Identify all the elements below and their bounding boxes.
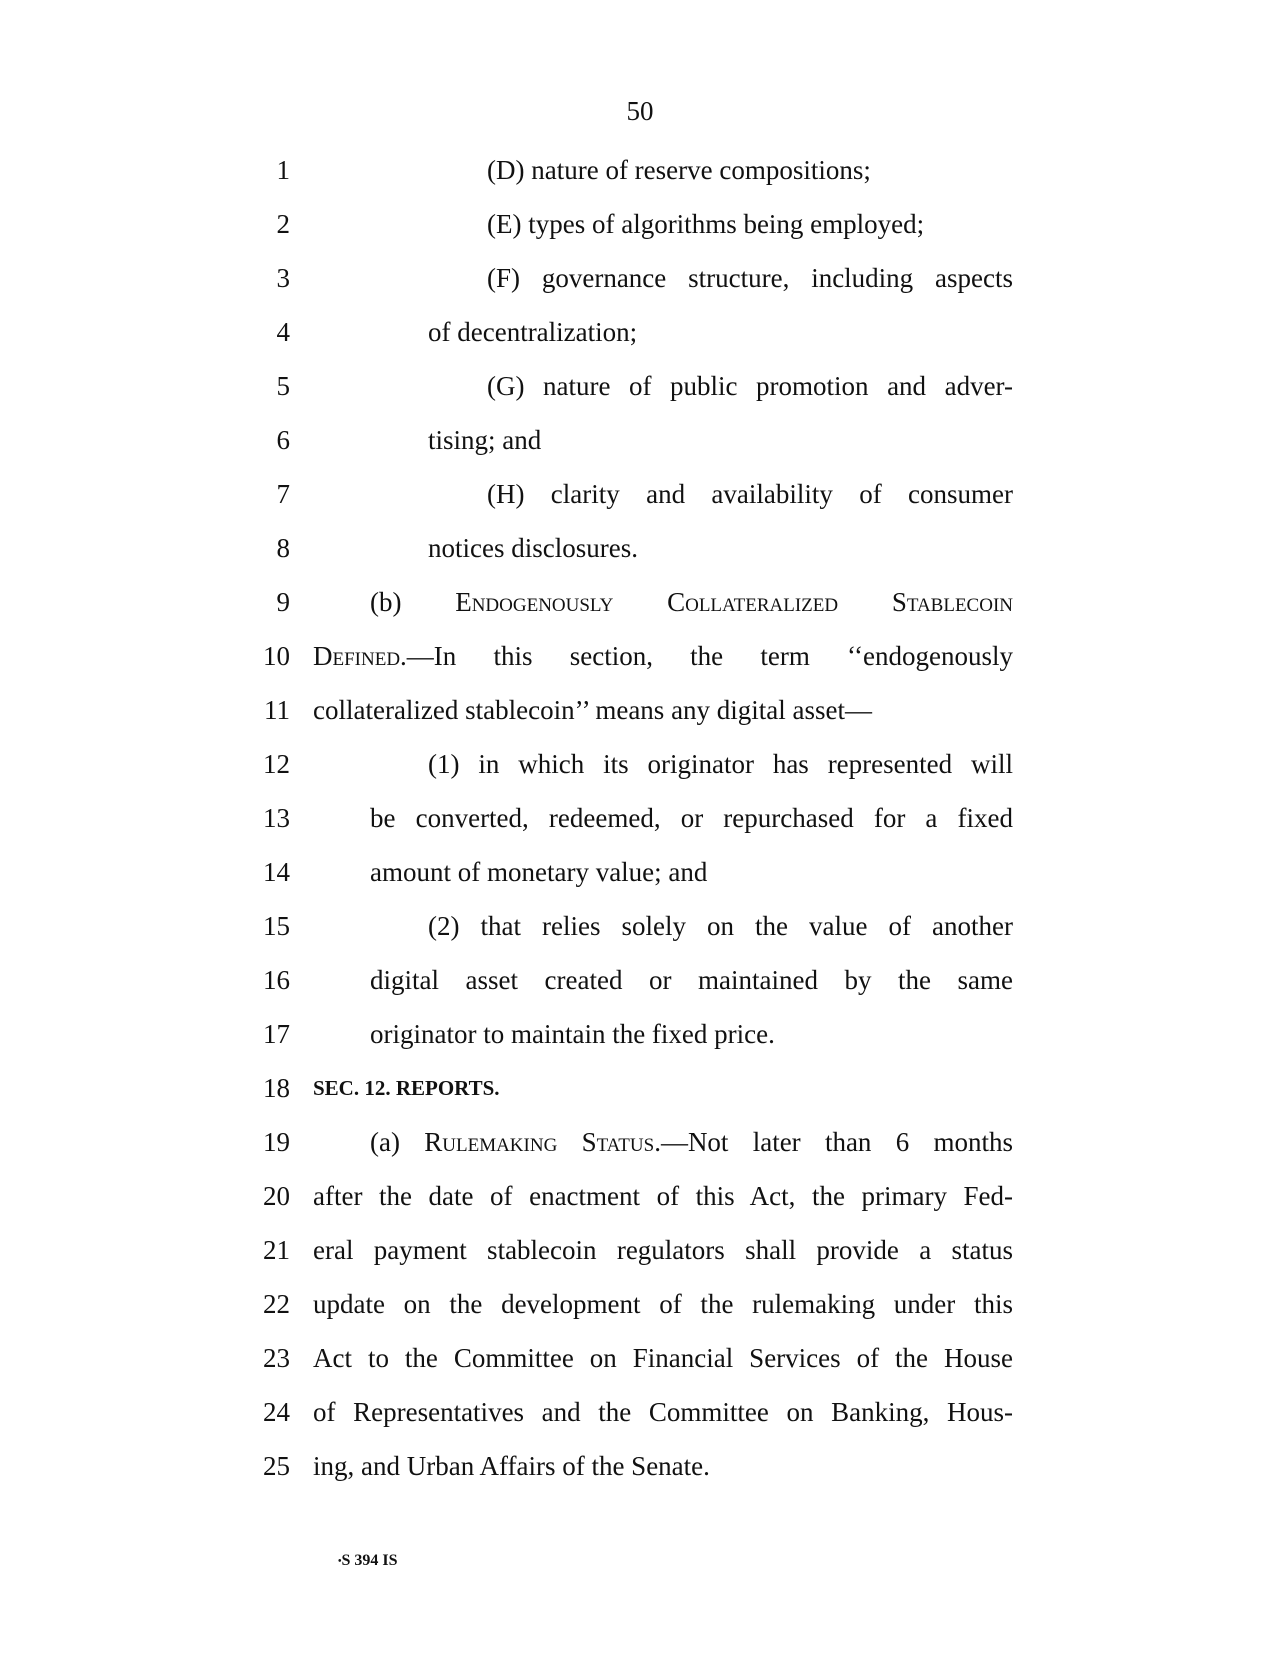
bill-text <box>0 143 1280 1493</box>
line-text: (D) nature of reserve compositions; <box>487 155 871 185</box>
bullet-icon: • <box>338 1555 342 1567</box>
line-number: 1 <box>276 155 290 185</box>
line-text <box>313 629 1013 683</box>
line-text: amount of monetary value; and <box>370 857 708 887</box>
text-line <box>0 305 1280 359</box>
line-number: 3 <box>276 263 290 293</box>
line-number: 24 <box>263 1397 290 1427</box>
line-text <box>370 575 1013 629</box>
bill-identifier <box>338 1552 398 1570</box>
line-text: ing, and Urban Affairs of the Senate. <box>313 1451 710 1481</box>
line-text: digital asset created or maintained by the same <box>370 965 1013 995</box>
text-line <box>0 629 1280 683</box>
line-number: 15 <box>263 911 290 941</box>
line-text: (G) nature of public promotion and adver- <box>487 371 1013 401</box>
line-text: be converted, redeemed, or repurchased for a fixed <box>370 803 1013 833</box>
page-number: 50 <box>626 96 654 126</box>
line-number: 13 <box>263 803 290 833</box>
line-number: 6 <box>276 425 290 455</box>
text-line <box>0 575 1280 629</box>
text-line <box>0 953 1280 1007</box>
text-line <box>0 521 1280 575</box>
line-text: update on the development of the rulemaking under this <box>313 1289 1013 1319</box>
line-text: tising; and <box>428 425 542 455</box>
text-line <box>0 1115 1280 1169</box>
subsection-heading: Endogenously Collateralized Stablecoin <box>455 587 1013 617</box>
text-line <box>0 413 1280 467</box>
line-number: 2 <box>276 209 290 239</box>
line-number: 11 <box>264 695 290 725</box>
line-text: (1) in which its originator has represented will <box>428 749 1013 779</box>
line-number: 18 <box>263 1073 290 1103</box>
text-line <box>0 1169 1280 1223</box>
subsection-heading: Rulemaking Status <box>424 1127 655 1157</box>
line-text: of Representatives and the Committee on Banking, Hous- <box>313 1397 1013 1427</box>
text-line <box>0 899 1280 953</box>
line-number: 12 <box>263 749 290 779</box>
text-line <box>0 251 1280 305</box>
line-number: 9 <box>276 587 290 617</box>
text-line <box>0 1007 1280 1061</box>
text-line <box>0 1385 1280 1439</box>
text-line <box>0 1223 1280 1277</box>
subsection-heading: Defined <box>313 641 401 671</box>
line-number: 19 <box>263 1127 290 1157</box>
line-text: after the date of enactment of this Act, the primary Fed- <box>313 1181 1013 1211</box>
line-number: 5 <box>276 371 290 401</box>
text-line <box>0 359 1280 413</box>
text-line <box>0 143 1280 197</box>
text-line <box>0 1439 1280 1493</box>
line-number: 23 <box>263 1343 290 1373</box>
line-text: of decentralization; <box>428 317 638 347</box>
line-number: 25 <box>263 1451 290 1481</box>
section-heading: SEC. 12. REPORTS. <box>313 1076 500 1100</box>
line-number: 22 <box>263 1289 290 1319</box>
line-text: eral payment stablecoin regulators shall provide a status <box>313 1235 1013 1265</box>
line-text <box>370 1115 1013 1169</box>
line-number: 17 <box>263 1019 290 1049</box>
text-line <box>0 1061 1280 1115</box>
text-line <box>0 845 1280 899</box>
line-number: 14 <box>263 857 290 887</box>
subsection-label: (b) <box>370 587 456 617</box>
subsection-label: (a) <box>370 1127 425 1157</box>
text-line <box>0 1277 1280 1331</box>
line-text-rest: .—Not later than 6 months <box>654 1127 1013 1157</box>
line-text: originator to maintain the fixed price. <box>370 1019 775 1049</box>
bill-number: S 394 IS <box>341 1552 398 1569</box>
text-line <box>0 197 1280 251</box>
text-line <box>0 791 1280 845</box>
text-line <box>0 1331 1280 1385</box>
line-text: collateralized stablecoin’’ means any digital asset— <box>313 695 873 725</box>
line-text: (F) governance structure, including aspects <box>487 263 1013 293</box>
line-number: 4 <box>276 317 290 347</box>
line-number: 16 <box>263 965 290 995</box>
line-number: 10 <box>263 641 290 671</box>
line-text: (H) clarity and availability of consumer <box>487 479 1013 509</box>
line-number: 21 <box>263 1235 290 1265</box>
line-text: Act to the Committee on Financial Services of the House <box>313 1343 1013 1373</box>
text-line <box>0 683 1280 737</box>
text-line <box>0 737 1280 791</box>
line-number: 20 <box>263 1181 290 1211</box>
line-text: (2) that relies solely on the value of another <box>428 911 1013 941</box>
line-text-rest: .—In this section, the term ‘‘endogenously <box>400 641 1013 671</box>
line-number: 7 <box>276 479 290 509</box>
text-line <box>0 467 1280 521</box>
line-text: notices disclosures. <box>428 533 638 563</box>
line-text: (E) types of algorithms being employed; <box>487 209 925 239</box>
line-number: 8 <box>276 533 290 563</box>
